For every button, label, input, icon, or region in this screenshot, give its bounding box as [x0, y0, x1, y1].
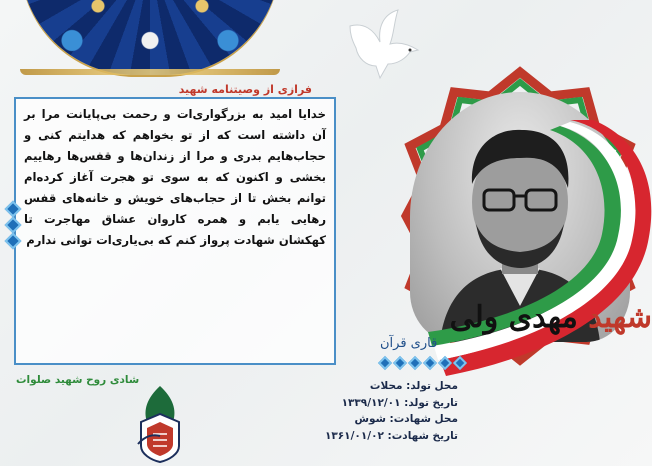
diamond-icon — [5, 217, 22, 234]
diamond-icon — [393, 356, 407, 370]
will-text: خدایا امید به بزرگواری‌ات و رحمت بی‌پایانت مرا بر آن داشته است که از تو بخواهم که هدایتم کنی و حجاب‌هایم بدری و مرا از زندان‌ها و قفس‌ها رهاییم بخشی و اکنون که به سوی تو هجرت آغاز کرده‌ام توانم بخش تا از حجاب‌های خویش و خانه‌های قفس رهایی یابم و همره کاروان عشاق مهاجرت تا کهکشان شهادت پرواز کنم که بی‌یاری‌ات توانی ندارم — [24, 107, 326, 247]
birth-place: محل تولد: محلات — [369, 380, 458, 392]
salavat-text: شادی روح شهید صلوات — [16, 374, 140, 386]
ornament-dome-icon — [20, 0, 280, 75]
birth-date: تاریخ تولد: ۱۳۳۹/۱۲/۰۱ — [341, 396, 458, 409]
martyrdom-place: محل شهادت: شوش — [354, 413, 458, 425]
martyrdom-date: تاریخ شهادت: ۱۳۶۱/۰۱/۰۲ — [324, 429, 458, 442]
diamond-icon — [423, 356, 437, 370]
diamond-icon — [5, 201, 22, 218]
diamond-icon — [408, 356, 422, 370]
martyr-prefix: شهید — [588, 300, 652, 335]
organization-logo-icon — [133, 384, 187, 464]
diamonds-row — [380, 358, 465, 368]
diamond-icon — [378, 356, 392, 370]
will-heading: فرازی از وصیتنامه شهید — [178, 83, 312, 96]
martyr-name-title — [449, 300, 652, 335]
martyr-info — [298, 378, 458, 444]
flag-ribbon-icon — [420, 120, 652, 380]
diamond-icon — [5, 233, 22, 250]
martyr-name: مهدی ولی — [449, 300, 578, 335]
side-diamonds — [5, 203, 23, 247]
martyr-role: قاری قرآن — [380, 336, 438, 351]
diamond-icon — [453, 356, 467, 370]
diamond-icon — [438, 356, 452, 370]
